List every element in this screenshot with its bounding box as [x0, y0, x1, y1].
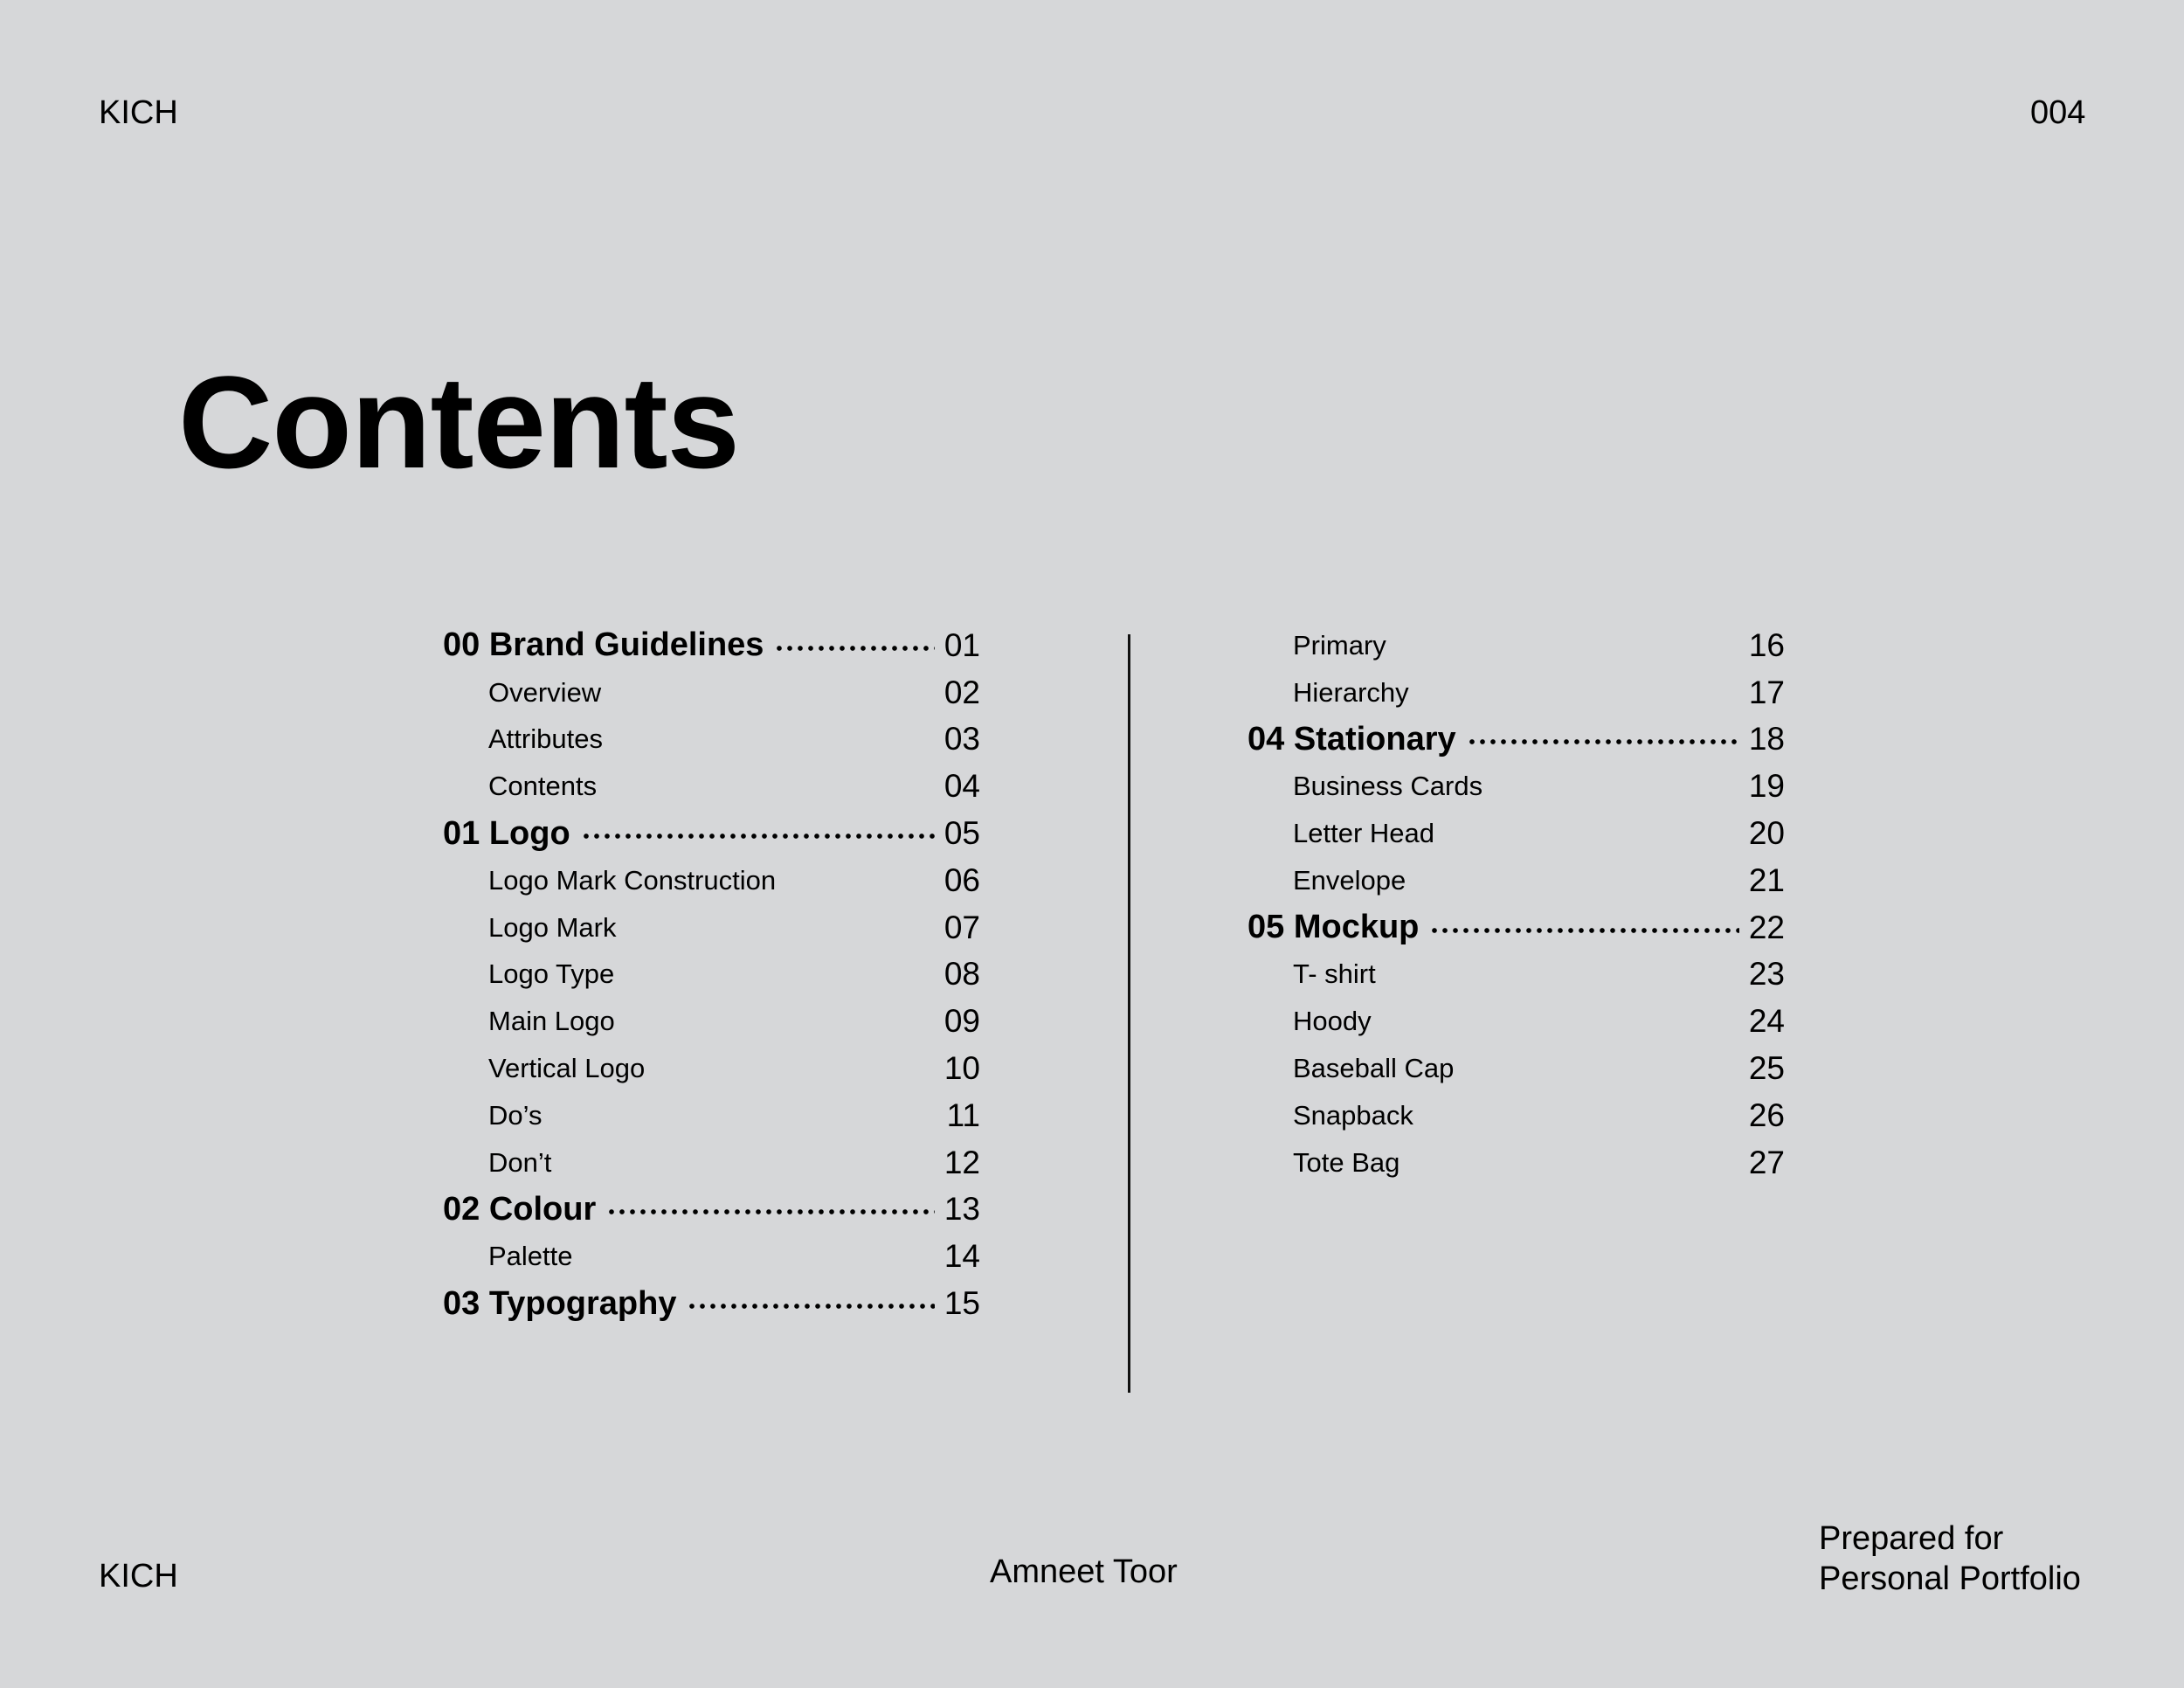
toc-page-number: 17 [1748, 674, 1785, 710]
toc-entry-row [1248, 1139, 1785, 1186]
toc-page-number: 06 [943, 861, 980, 898]
toc-page-number: 03 [943, 721, 980, 758]
toc-page-number: 09 [943, 1003, 980, 1040]
toc-page-number: 20 [1748, 815, 1785, 852]
toc-section-label: 01 Logo [443, 814, 570, 852]
toc-entry-row [1248, 998, 1785, 1045]
toc-entry-label: Logo Type [488, 958, 615, 990]
toc-page-number: 05 [943, 815, 980, 852]
brand-name-bottom: KICH [99, 1558, 178, 1595]
toc-entry-row [443, 1045, 980, 1092]
toc-entry-row [443, 1139, 980, 1186]
toc-entry-label: Baseball Cap [1293, 1053, 1455, 1084]
toc-entry-label: Business Cards [1293, 771, 1483, 802]
toc-section-row [1248, 904, 1785, 951]
toc-page-number: 26 [1748, 1097, 1785, 1133]
toc-page-number: 22 [1748, 909, 1785, 945]
toc-section-row [443, 1280, 980, 1327]
toc-entry-row [443, 716, 980, 764]
page-number: 004 [2030, 94, 2086, 131]
toc-page-number: 14 [943, 1238, 980, 1275]
toc-page-number: 18 [1748, 721, 1785, 758]
toc-entry-label: Overview [488, 676, 602, 708]
toc-entry-row [1248, 669, 1785, 716]
dot-leader [1467, 739, 1739, 744]
prepared-for-line2: Personal Portfolio [1819, 1560, 2081, 1597]
toc-entry-label: Logo Mark Construction [488, 864, 777, 896]
toc-page-number: 02 [943, 674, 980, 710]
toc-page-number: 16 [1748, 626, 1785, 663]
toc-entry-label: Attributes [488, 723, 603, 755]
toc-section-row [1248, 716, 1785, 764]
toc-section-label: 02 Colour [443, 1190, 597, 1228]
toc-entry-row [443, 763, 980, 810]
toc-entry-row [443, 1233, 980, 1280]
toc-page-number: 01 [943, 626, 980, 663]
toc-page-number: 23 [1748, 956, 1785, 993]
toc-page-number: 19 [1748, 768, 1785, 805]
toc-entry-row [1248, 951, 1785, 999]
dot-leader [581, 834, 935, 839]
toc-page-number: 13 [943, 1191, 980, 1228]
dot-leader [687, 1304, 935, 1309]
toc-entry-label: Main Logo [488, 1006, 615, 1037]
toc-entry-label: Hierarchy [1293, 676, 1409, 708]
brand-name-top: KICH [99, 94, 178, 131]
toc-entry-row [1248, 622, 1785, 669]
toc-entry-label: Envelope [1293, 864, 1406, 896]
toc-section-label: 03 Typography [443, 1284, 677, 1322]
dot-leader [606, 1209, 935, 1214]
toc-page-number: 11 [946, 1097, 980, 1133]
toc-page-number: 12 [943, 1144, 980, 1180]
dot-leader [774, 646, 935, 651]
toc-section-label: 00 Brand Guidelines [443, 626, 764, 664]
toc-page-number: 25 [1748, 1050, 1785, 1087]
toc-right-column [1248, 622, 1785, 1186]
toc-entry-label: Palette [488, 1241, 573, 1272]
toc-entry-label: Hoody [1293, 1006, 1372, 1037]
toc-entry-label: Logo Mark [488, 911, 617, 943]
toc-entry-row [443, 669, 980, 716]
page-title: Contents [178, 349, 739, 495]
toc-entry-label: Tote Bag [1293, 1146, 1400, 1178]
toc-entry-label: T- shirt [1293, 958, 1376, 990]
toc-entry-row [1248, 1045, 1785, 1092]
dot-leader [1429, 928, 1739, 933]
toc-entry-row [1248, 857, 1785, 904]
toc-page-number: 07 [943, 909, 980, 945]
toc-section-row [443, 622, 980, 669]
toc-entry-label: Letter Head [1293, 818, 1434, 849]
toc-section-row [443, 810, 980, 857]
toc-page-number: 21 [1748, 861, 1785, 898]
toc-entry-row [443, 857, 980, 904]
toc-entry-row [1248, 810, 1785, 857]
toc-left-column [443, 622, 980, 1327]
toc-section-label: 05 Mockup [1248, 909, 1420, 946]
toc-entry-label: Primary [1293, 629, 1386, 661]
prepared-for [1819, 1519, 2081, 1599]
toc-entry-row [1248, 1092, 1785, 1139]
toc-page-number: 10 [943, 1050, 980, 1087]
toc-entry-label: Do’s [488, 1099, 543, 1131]
toc-page-number: 24 [1748, 1003, 1785, 1040]
toc-section-label: 04 Stationary [1248, 720, 1456, 758]
column-divider [1128, 634, 1130, 1393]
toc-page-number: 15 [943, 1285, 980, 1322]
toc-entry-row [443, 951, 980, 999]
toc-entry-label: Don’t [488, 1146, 552, 1178]
author-name: Amneet Toor [990, 1553, 1178, 1590]
toc-entry-label: Contents [488, 771, 598, 802]
toc-entry-row [1248, 763, 1785, 810]
prepared-for-line1: Prepared for [1819, 1520, 2004, 1557]
toc-page-number: 08 [943, 956, 980, 993]
toc-entry-row [443, 904, 980, 951]
toc-section-row [443, 1186, 980, 1234]
toc-entry-label: Snapback [1293, 1099, 1413, 1131]
toc-page-number: 27 [1748, 1144, 1785, 1180]
toc-entry-label: Vertical Logo [488, 1053, 646, 1084]
toc-entry-row [443, 998, 980, 1045]
toc-entry-row [443, 1092, 980, 1139]
toc-page-number: 04 [943, 768, 980, 805]
